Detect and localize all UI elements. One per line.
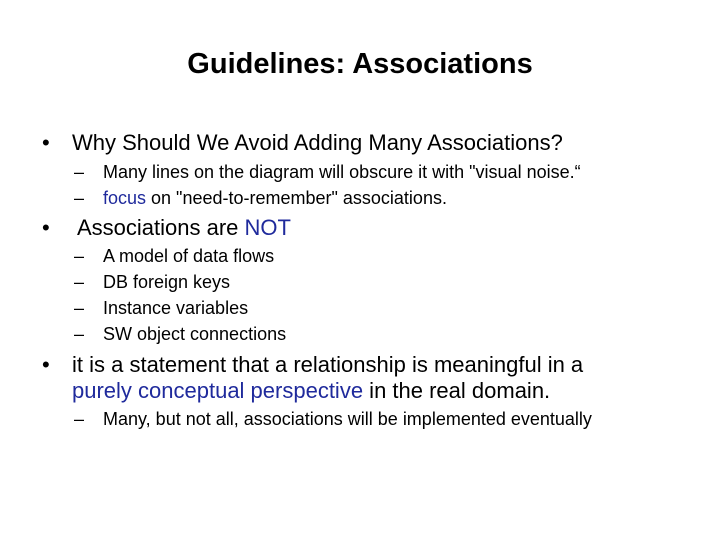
highlight-focus: focus xyxy=(103,188,147,208)
sub-item-text: Instance variables xyxy=(103,298,249,318)
sub-item-text: SW object connections xyxy=(103,324,287,344)
highlight-conceptual: purely conceptual perspective xyxy=(72,378,364,403)
bullet-marker: • xyxy=(42,130,50,155)
dash-marker: – xyxy=(74,409,85,429)
bullet-marker: • xyxy=(42,352,50,377)
sub-item-text: Many, but not all, associations will be implemented eventually xyxy=(103,409,592,429)
dash-marker: – xyxy=(74,272,85,292)
sub-item-text xyxy=(103,188,447,209)
sub-item-text: DB foreign keys xyxy=(103,272,231,292)
bullet-marker: • xyxy=(42,215,50,240)
sub-item-rest: on "need-to-remember" associations. xyxy=(146,188,447,208)
bullet-statement-line2 xyxy=(72,378,550,404)
dash-marker: – xyxy=(74,324,85,344)
highlight-not: NOT xyxy=(244,215,291,240)
dash-marker: – xyxy=(74,162,85,182)
bullet-text xyxy=(77,215,291,241)
dash-marker: – xyxy=(74,246,85,266)
bullet-text: it is a statement that a relationship is meaningful in a xyxy=(72,352,584,377)
bullet-text-main: Associations are xyxy=(77,215,245,240)
sub-item-text: A model of data flows xyxy=(103,246,275,266)
bullet-text-rest: in the real domain. xyxy=(363,378,551,403)
dash-marker: – xyxy=(74,298,85,318)
dash-marker: – xyxy=(74,188,85,208)
slide-title: Guidelines: Associations xyxy=(187,48,533,80)
bullet-text: Why Should We Avoid Adding Many Associations? xyxy=(72,130,563,155)
sub-item-text: Many lines on the diagram will obscure it with "visual noise.“ xyxy=(103,162,581,182)
